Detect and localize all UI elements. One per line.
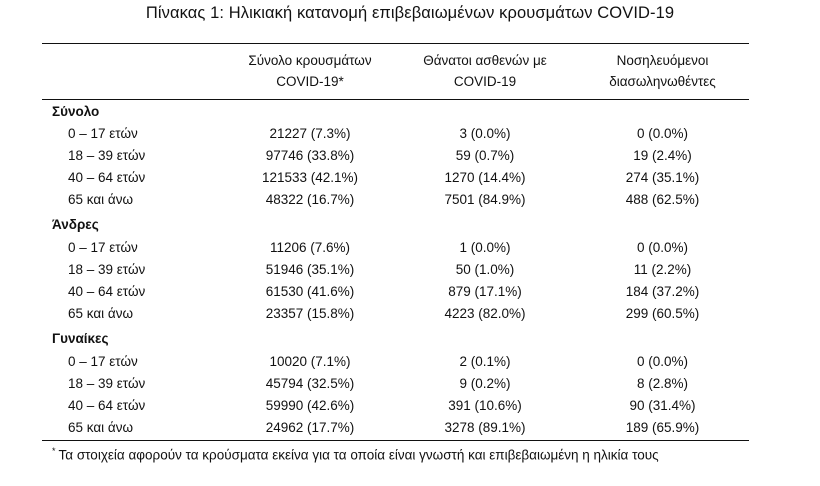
cell-intubated: 184 (37.2%) xyxy=(625,284,700,299)
table-row xyxy=(0,170,820,192)
section-title-women: Γυναίκες xyxy=(52,331,109,346)
cell-intubated: 90 (31.4%) xyxy=(629,398,696,413)
table-title: Πίνακας 1: Ηλικιακή κατανομή επιβεβαιωμένων κρουσμάτων COVID-19 xyxy=(145,4,675,22)
row-age-label: 40 – 64 ετών xyxy=(68,398,146,413)
cell-cases: 48322 (16.7%) xyxy=(265,192,355,207)
table-row xyxy=(0,126,820,148)
column-header-deaths xyxy=(400,50,570,92)
cell-deaths: 7501 (84.9%) xyxy=(444,192,526,207)
cell-intubated: 11 (2.2%) xyxy=(633,262,692,277)
cell-deaths: 1270 (14.4%) xyxy=(444,170,526,185)
cell-cases: 21227 (7.3%) xyxy=(269,126,351,141)
column-header-cases xyxy=(230,50,390,92)
cell-cases: 45794 (32.5%) xyxy=(265,376,355,391)
table-row xyxy=(0,306,820,328)
row-age-label: 65 και άνω xyxy=(68,306,134,321)
cell-intubated: 0 (0.0%) xyxy=(636,354,689,369)
row-age-label: 18 – 39 ετών xyxy=(68,376,146,391)
cell-cases: 51946 (35.1%) xyxy=(265,262,355,277)
table-row xyxy=(0,376,820,398)
table-row xyxy=(0,420,820,442)
footnote-text: Τα στοιχεία αφορούν τα κρούσματα εκείνα για τα οποία είναι γνωστή και επιβεβαιωμένη η ηλικία τους xyxy=(58,447,659,463)
row-age-label: 18 – 39 ετών xyxy=(68,262,146,277)
column-header-cases-line1: Σύνολο κρουσμάτων xyxy=(248,53,372,68)
section-title-men: Άνδρες xyxy=(52,217,99,232)
table-bottom-rule xyxy=(42,440,749,441)
row-age-label: 0 – 17 ετών xyxy=(68,354,138,369)
column-header-intubated-line2: διασωληνωθέντες xyxy=(609,74,716,89)
footnote xyxy=(52,446,659,463)
row-age-label: 0 – 17 ετών xyxy=(68,240,138,255)
column-header-cases-line2: COVID-19* xyxy=(276,74,344,89)
header-divider-rule xyxy=(42,99,749,100)
cell-cases: 59990 (42.6%) xyxy=(265,398,355,413)
cell-cases: 121533 (42.1%) xyxy=(261,170,359,185)
column-header-intubated-line1: Νοσηλευόμενοι xyxy=(616,53,709,68)
cell-intubated: 274 (35.1%) xyxy=(625,170,700,185)
cell-intubated: 189 (65.9%) xyxy=(625,420,700,435)
cell-deaths: 879 (17.1%) xyxy=(448,284,522,299)
cell-deaths: 4223 (82.0%) xyxy=(444,306,526,321)
table-row xyxy=(0,148,820,170)
column-header-deaths-line2: COVID-19 xyxy=(453,74,517,89)
table-row xyxy=(0,354,820,376)
footnote-marker: * xyxy=(52,446,56,456)
cell-deaths: 3 (0.0%) xyxy=(459,126,511,141)
row-age-label: 40 – 64 ετών xyxy=(68,284,146,299)
cell-intubated: 0 (0.0%) xyxy=(636,126,689,141)
table-row xyxy=(0,398,820,420)
cell-cases: 24962 (17.7%) xyxy=(265,420,355,435)
cell-deaths: 59 (0.7%) xyxy=(455,148,515,163)
row-age-label: 65 και άνω xyxy=(68,192,134,207)
cell-intubated: 488 (62.5%) xyxy=(625,192,700,207)
cell-intubated: 0 (0.0%) xyxy=(636,240,689,255)
cell-deaths: 9 (0.2%) xyxy=(459,376,511,391)
cell-cases: 11206 (7.6%) xyxy=(269,240,351,255)
table-row xyxy=(0,240,820,262)
cell-cases: 61530 (41.6%) xyxy=(265,284,355,299)
column-header-deaths-line1: Θάνατοι ασθενών με xyxy=(423,53,547,68)
row-age-label: 0 – 17 ετών xyxy=(68,126,138,141)
table-row xyxy=(0,262,820,284)
cell-deaths: 2 (0.1%) xyxy=(459,354,511,369)
cell-deaths: 391 (10.6%) xyxy=(448,398,522,413)
cell-intubated: 8 (2.8%) xyxy=(636,376,689,391)
row-age-label: 18 – 39 ετών xyxy=(68,148,146,163)
table-row xyxy=(0,284,820,306)
cell-intubated: 19 (2.4%) xyxy=(633,148,692,163)
row-age-label: 65 και άνω xyxy=(68,420,134,435)
table-row xyxy=(0,192,820,214)
column-header-intubated xyxy=(580,50,745,92)
cell-cases: 10020 (7.1%) xyxy=(269,354,351,369)
cell-deaths: 1 (0.0%) xyxy=(459,240,511,255)
cell-intubated: 299 (60.5%) xyxy=(625,306,700,321)
section-title-total: Σύνολο xyxy=(52,104,100,119)
cell-deaths: 50 (1.0%) xyxy=(455,262,515,277)
cell-deaths: 3278 (89.1%) xyxy=(444,420,526,435)
cell-cases: 97746 (33.8%) xyxy=(265,148,355,163)
cell-cases: 23357 (15.8%) xyxy=(265,306,355,321)
table-top-rule xyxy=(42,43,749,44)
row-age-label: 40 – 64 ετών xyxy=(68,170,146,185)
